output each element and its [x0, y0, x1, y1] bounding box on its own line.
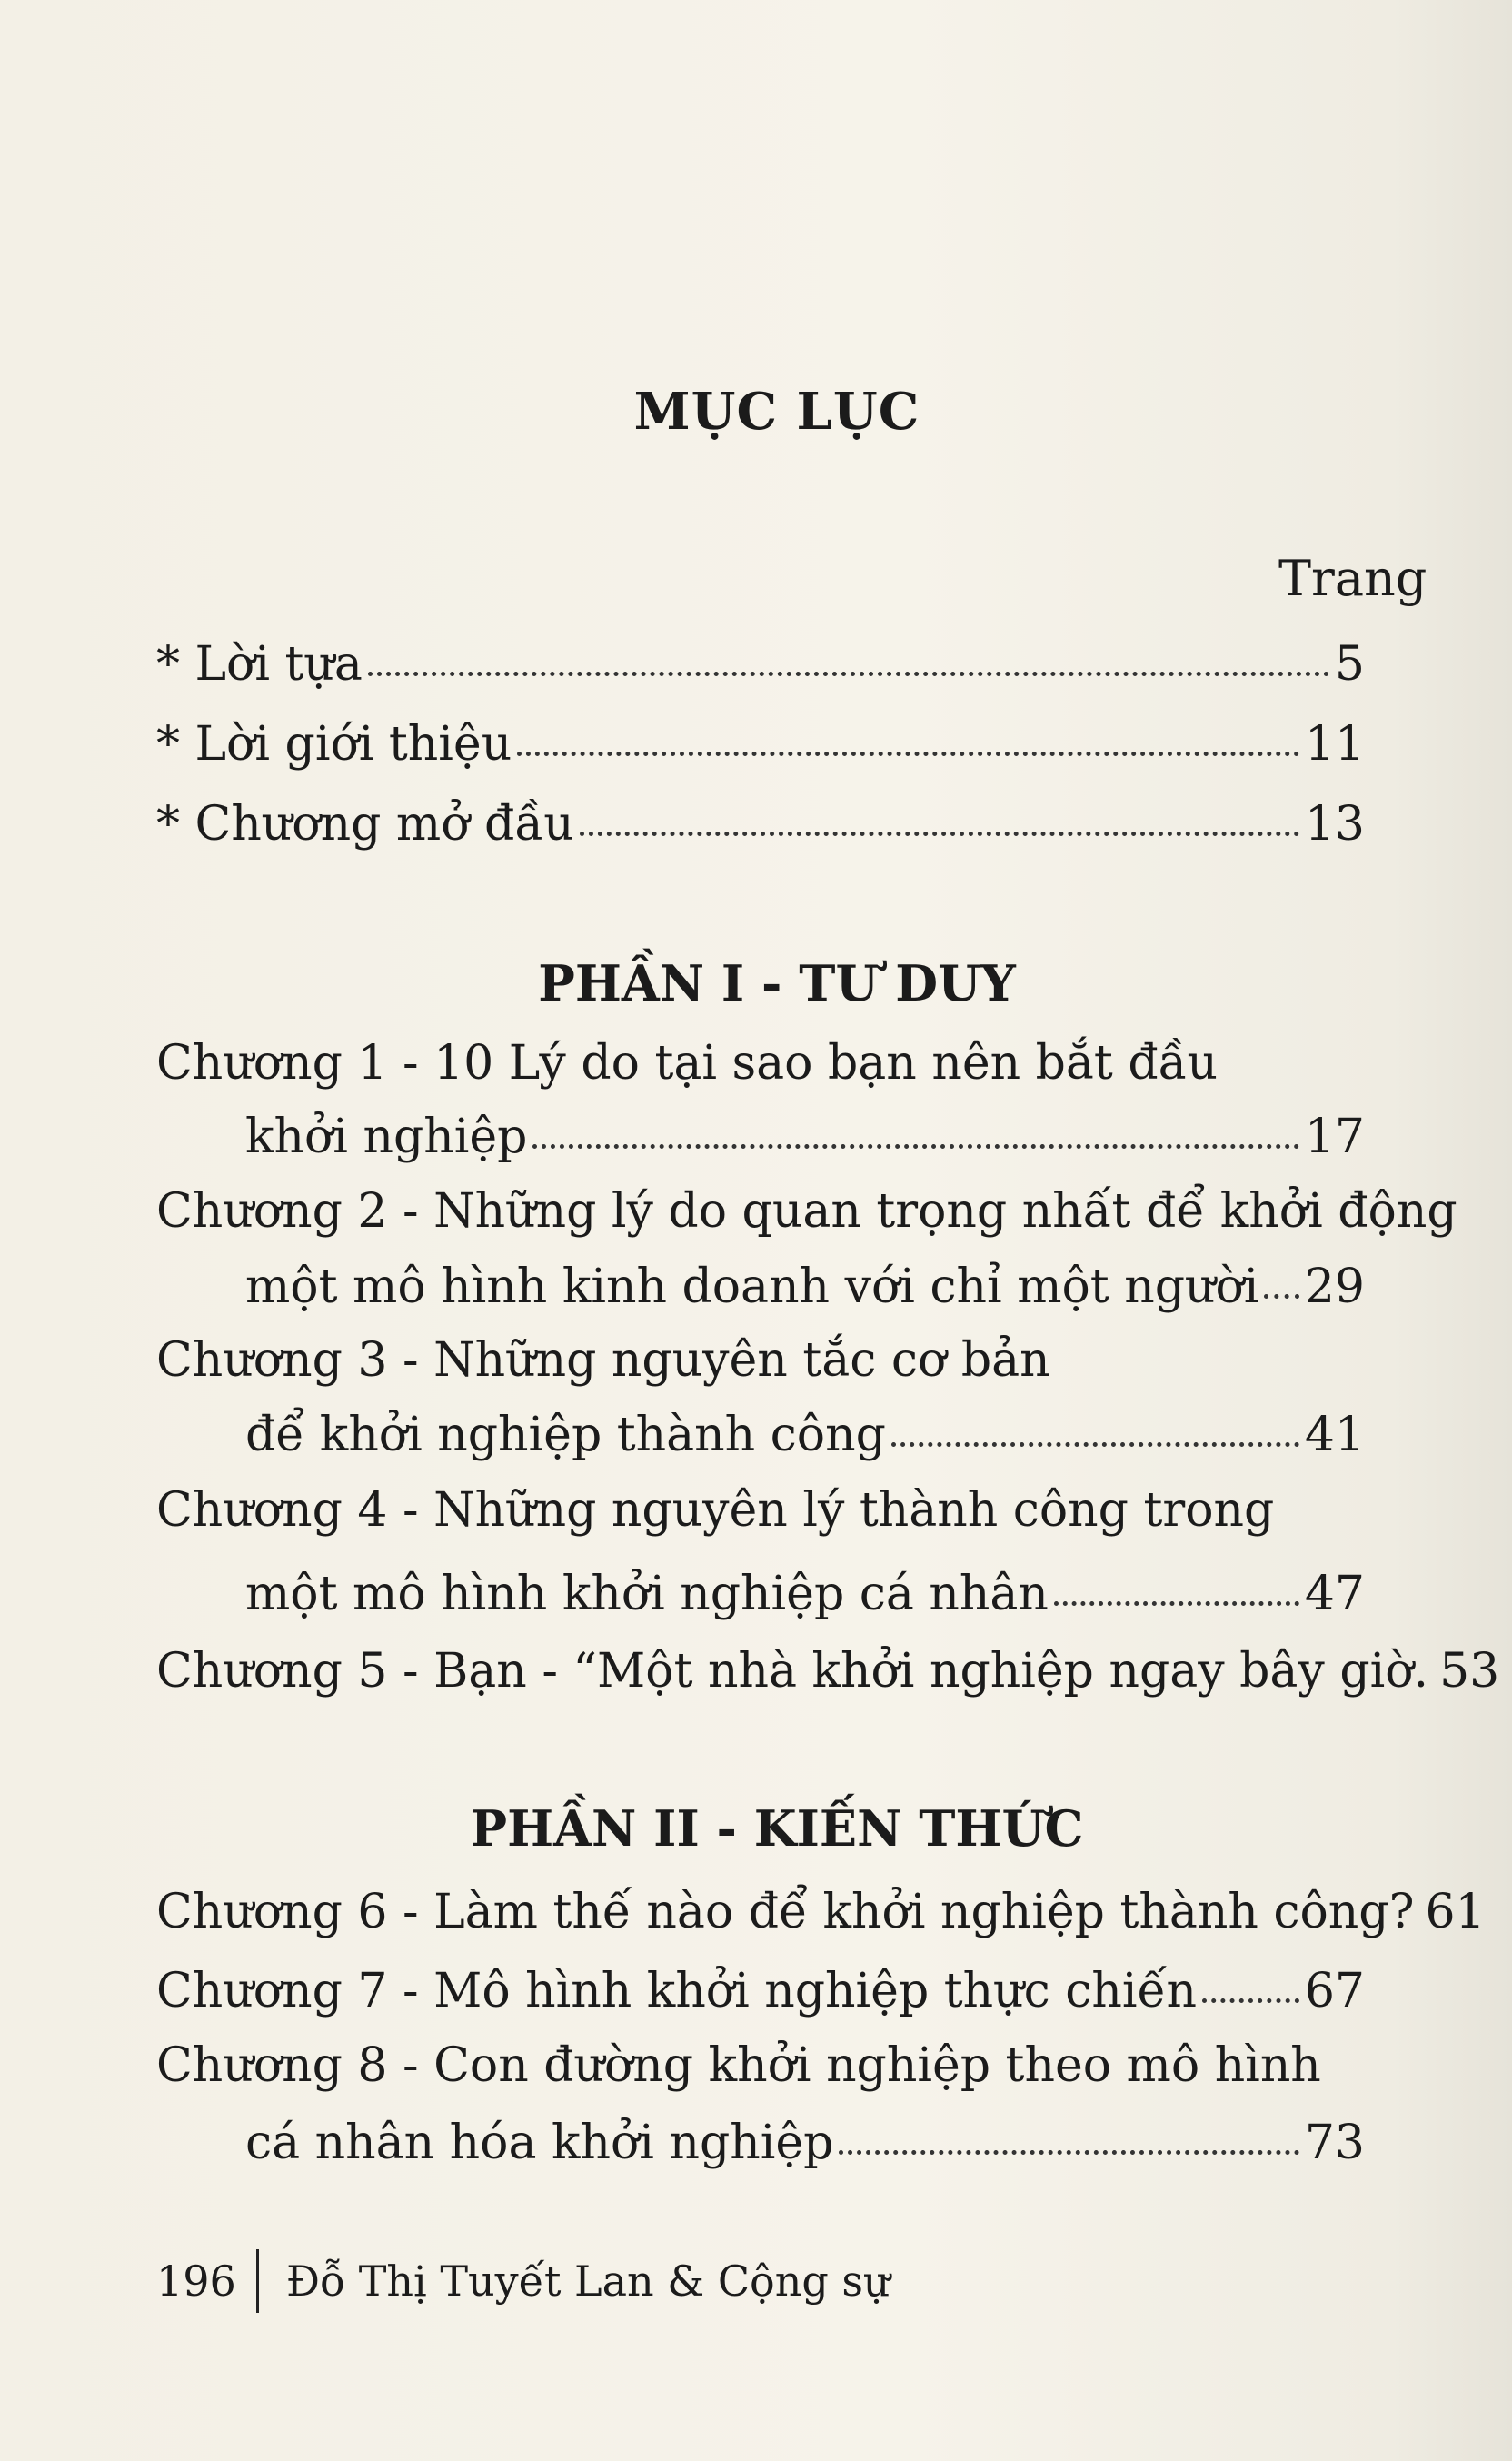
- section-heading-part1: PHẦN I - TƯ DUY: [538, 954, 1016, 1012]
- toc-entry-label: * Chương mở đầu: [156, 797, 574, 852]
- footer-author: Đỗ Thị Tuyết Lan & Cộng sự: [285, 2257, 890, 2306]
- toc-entry-loi-gioi-thieu: [156, 712, 1365, 777]
- dot-leader: [368, 628, 1329, 676]
- toc-entry-page: 29: [1304, 1260, 1365, 1314]
- toc-entry-page: 11: [1304, 717, 1365, 772]
- section-heading-part2: PHẦN II - KIẾN THỨC: [470, 1799, 1084, 1858]
- toc-entry-ch8: [245, 2110, 1365, 2176]
- toc-entry-label: Chương 5 - Bạn - “Một nhà khởi nghiệp ngay bây giờ.: [156, 1644, 1429, 1699]
- toc-entry-label: * Lời tựa: [156, 637, 363, 692]
- toc-entry-ch3-line1: Chương 3 - Những nguyên tắc cơ bản: [156, 1333, 1050, 1388]
- dot-leader: [1054, 1558, 1299, 1606]
- toc-entry-ch3: [245, 1402, 1365, 1468]
- toc-entry-ch4: [245, 1561, 1365, 1627]
- toc-entry-label: cá nhân hóa khởi nghiệp: [245, 2116, 834, 2170]
- toc-entry-page: 67: [1304, 1964, 1365, 2018]
- toc-entry-page: 47: [1304, 1567, 1365, 1621]
- toc-entry-ch1: [245, 1104, 1365, 1170]
- toc-entry-label: Chương 6 - Làm thế nào để khởi nghiệp thành công?: [156, 1885, 1415, 1939]
- dot-leader: [1264, 1250, 1298, 1299]
- page-title: MỤC LỤC: [633, 382, 920, 442]
- toc-entry-label: khởi nghiệp: [245, 1110, 528, 1164]
- toc-entry-page: 61: [1425, 1885, 1486, 1939]
- toc-entry-label: * Lời giới thiệu: [156, 717, 512, 772]
- page-footer: [156, 2249, 890, 2313]
- toc-entry-loi-tua: [156, 632, 1365, 697]
- toc-entry-ch1-line1: Chương 1 - 10 Lý do tại sao bạn nên bắt đầu: [156, 1036, 1218, 1091]
- toc-entry-ch4-line1: Chương 4 - Những nguyên lý thành công trong: [156, 1483, 1275, 1538]
- toc-entry-ch2-line1: Chương 2 - Những lý do quan trọng nhất để khởi động: [156, 1184, 1457, 1239]
- dot-leader: [1202, 1955, 1299, 2003]
- toc-entry-page: 73: [1304, 2116, 1365, 2170]
- footer-page-number: 196: [156, 2257, 236, 2306]
- toc-entry-label: Chương 7 - Mô hình khởi nghiệp thực chiến: [156, 1964, 1198, 2018]
- toc-entry-ch6: [156, 1879, 1486, 1945]
- toc-entry-page: 17: [1304, 1110, 1365, 1164]
- toc-entry-page: 13: [1304, 797, 1365, 852]
- dot-leader: [517, 708, 1299, 756]
- footer-divider: [256, 2249, 259, 2313]
- toc-entry-page: 5: [1334, 637, 1365, 692]
- toc-entry-chuong-mo-dau: [156, 792, 1365, 857]
- dot-leader: [532, 1101, 1298, 1149]
- toc-entry-page: 53: [1439, 1644, 1500, 1699]
- page-column-header: Trang: [1278, 550, 1427, 607]
- toc-entry-ch8-line1: Chương 8 - Con đường khởi nghiệp theo mô hình: [156, 2038, 1321, 2093]
- toc-entry-ch5: [156, 1639, 1500, 1704]
- toc-entry-page: 41: [1304, 1408, 1365, 1462]
- toc-entry-label: để khởi nghiệp thành công: [245, 1408, 886, 1462]
- toc-entry-ch2: [245, 1254, 1365, 1320]
- toc-entry-label: một mô hình khởi nghiệp cá nhân: [245, 1567, 1049, 1621]
- toc-entry-ch7: [156, 1958, 1365, 2024]
- dot-leader: [839, 2107, 1298, 2155]
- dot-leader: [580, 788, 1299, 836]
- dot-leader: [891, 1399, 1299, 1447]
- toc-entry-label: một mô hình kinh doanh với chỉ một người: [245, 1260, 1259, 1314]
